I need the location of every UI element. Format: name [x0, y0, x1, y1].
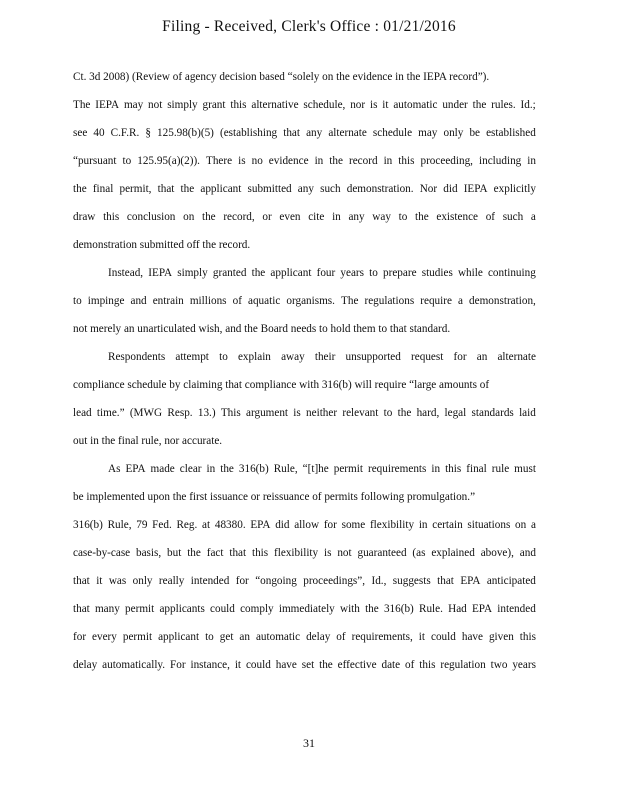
text-line: delay automatically. For instance, it could have set the effective date of this regulation two years	[73, 659, 536, 671]
text-line: the final permit, that the applicant submitted any such demonstration. Nor did IEPA explicitly	[73, 183, 536, 195]
text-line: The IEPA may not simply grant this alternative schedule, nor is it automatic under the rules. Id.;	[73, 99, 536, 111]
text-line: not merely an unarticulated wish, and the Board needs to hold them to that standard.	[73, 323, 451, 335]
text-line: for every permit applicant to get an automatic delay of requirements, it could have given this	[73, 631, 536, 643]
text-line: that it was only really intended for “ongoing proceedings”, Id., suggests that EPA anticipated	[73, 575, 536, 587]
text-line: 316(b) Rule, 79 Fed. Reg. at 48380. EPA did allow for some flexibility in certain situations on a	[73, 519, 536, 531]
text-line: compliance schedule by claiming that compliance with 316(b) will require “large amounts of	[73, 379, 490, 391]
text-line: Instead, IEPA simply granted the applicant four years to prepare studies while continuing	[108, 267, 536, 279]
text-line: case-by-case basis, but the fact that this flexibility is not guaranteed (as explained above), and	[73, 547, 536, 559]
text-line: As EPA made clear in the 316(b) Rule, “[t]he permit requirements in this final rule must	[108, 463, 536, 475]
text-line: “pursuant to 125.95(a)(2)). There is no evidence in the record in this proceeding, including in	[73, 155, 536, 167]
text-line: demonstration submitted off the record.	[73, 239, 251, 251]
text-line: Ct. 3d 2008) (Review of agency decision based “solely on the evidence in the IEPA record”).	[73, 71, 490, 83]
text-line: that many permit applicants could comply immediately with the 316(b) Rule. Had EPA intended	[73, 603, 536, 615]
text-line: Respondents attempt to explain away their unsupported request for an alternate	[108, 351, 536, 363]
filing-stamp-header: Filing - Received, Clerk's Office : 01/21/2016	[162, 18, 456, 35]
text-line: draw this conclusion on the record, or even cite in any way to the existence of such a	[73, 211, 536, 223]
text-line: lead time.” (MWG Resp. 13.) This argument is neither relevant to the hard, legal standards laid	[73, 407, 536, 419]
text-line: to impinge and entrain millions of aquatic organisms. The regulations require a demonstration,	[73, 295, 536, 307]
text-line: see 40 C.F.R. § 125.98(b)(5) (establishing that any alternate schedule may only be established	[73, 127, 536, 139]
text-line: out in the final rule, nor accurate.	[73, 435, 223, 447]
text-line: be implemented upon the first issuance or reissuance of permits following promulgation.”	[73, 491, 476, 503]
page-number: 31	[303, 736, 315, 750]
